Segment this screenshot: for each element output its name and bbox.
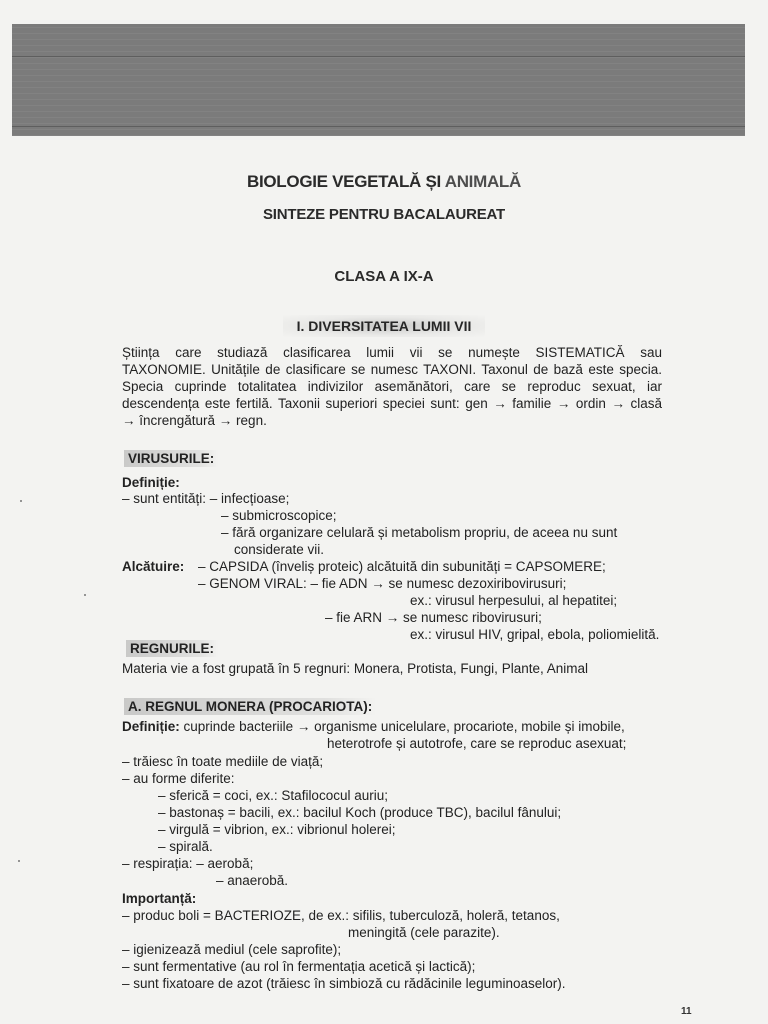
- banner-rule: [12, 126, 745, 127]
- monera-def-text: cuprinde bacteriile → organisme unicelulare, procariote, mobile și imobile,: [183, 719, 625, 734]
- virus-def-line: – sunt entități: – infecțioase;: [122, 491, 290, 506]
- virus-structure-line: – fie ARN → se numesc ribovirusuri;: [325, 610, 542, 625]
- intro-line: Știința care studiază clasificarea lumii vii se numește SISTEMATICĂ sau: [122, 345, 662, 360]
- virus-structure-line: ex.: virusul HIV, gripal, ebola, poliomielită.: [410, 627, 660, 642]
- virus-structure-line: – CAPSIDA (înveliș proteic) alcătuită din subunități = CAPSOMERE;: [198, 559, 606, 574]
- section-heading-monera: A. REGNUL MONERA (PROCARIOTA):: [124, 698, 376, 715]
- header-banner: [12, 24, 745, 136]
- scan-speck: [18, 860, 20, 862]
- intro-line: → încrengătură → regn.: [122, 413, 267, 428]
- importance-line: – igienizează mediul (cele saprofite);: [122, 942, 342, 957]
- importance-line: meningită (cele parazite).: [348, 925, 500, 940]
- section-heading-virusuri: VIRUSURILE:: [124, 450, 218, 467]
- virus-structure-line: – GENOM VIRAL: – fie ADN → se numesc dezoxiribovirusuri;: [198, 576, 567, 591]
- virus-structure-line: ex.: virusul herpesului, al hepatitei;: [410, 593, 618, 608]
- intro-line: Specia cuprinde totalitatea indivizilor asemănători, care se reproduc sexuat, iar: [122, 379, 662, 394]
- scan-speck: [20, 500, 22, 502]
- importance-line: – sunt fermentative (au rol în fermentația acetică și lactică);: [122, 959, 476, 974]
- virus-def-line: – submicroscopice;: [221, 508, 337, 523]
- book-title: [0, 172, 768, 192]
- scan-speck: [84, 594, 86, 596]
- banner-rule: [12, 56, 745, 57]
- importance-line: – produc boli = BACTERIOZE, de ex.: sifilis, tuberculoză, holeră, tetanos,: [122, 908, 560, 923]
- section-heading-regnuri: REGNURILE:: [126, 640, 218, 657]
- page-number: 11: [681, 1006, 692, 1017]
- monera-def-text: heterotrofe și autotrofe, care se reproduc asexuat;: [327, 736, 627, 751]
- intro-line: TAXONOMIE. Unitățile de clasificare se numesc TAXONI. Taxonul de bază este specia.: [122, 362, 662, 377]
- monera-line: – anaerobă.: [216, 873, 289, 888]
- virus-def-line: – fără organizare celulară și metabolism propriu, de aceea nu sunt: [221, 525, 618, 540]
- monera-line: – sferică = coci, ex.: Stafilococul auriu;: [158, 788, 388, 803]
- structure-label: Alcătuire:: [122, 559, 185, 574]
- monera-line: – trăiesc în toate mediile de viață;: [122, 754, 324, 769]
- intro-line: descendența este fertilă. Taxonii superiori speciei sunt: gen → familie → ordin → clasă: [122, 396, 662, 411]
- importance-line: – sunt fixatoare de azot (trăiesc în simbioză cu rădăcinile leguminoaselor).: [122, 976, 566, 991]
- grade-heading: CLASA A IX-A: [334, 268, 434, 285]
- book-title-accent: ANIMALĂ: [444, 172, 521, 191]
- book-title-main: BIOLOGIE VEGETALĂ ȘI: [246, 172, 441, 191]
- kingdoms-text: Materia vie a fost grupată în 5 regnuri: Monera, Protista, Fungi, Plante, Animal: [122, 661, 588, 676]
- definition-label: Definiție:: [122, 719, 180, 734]
- monera-line: – spirală.: [158, 839, 213, 854]
- monera-definition: [122, 718, 625, 735]
- intro-paragraph: [122, 344, 662, 429]
- chapter-heading: I. DIVERSITATEA LUMII VII: [0, 318, 768, 334]
- book-subtitle: SINTEZE PENTRU BACALAUREAT: [262, 206, 506, 223]
- virus-def-line: considerate vii.: [234, 542, 325, 557]
- monera-line: – respirația: – aerobă;: [122, 856, 254, 871]
- monera-line: – au forme diferite:: [122, 771, 235, 786]
- monera-line: – bastonaș = bacili, ex.: bacilul Koch (produce TBC), bacilul fânului;: [158, 805, 562, 820]
- importance-label: Importanță:: [122, 891, 197, 906]
- monera-line: – virgulă = vibrion, ex.: vibrionul holerei;: [158, 822, 396, 837]
- definition-label: Definiție:: [122, 475, 180, 490]
